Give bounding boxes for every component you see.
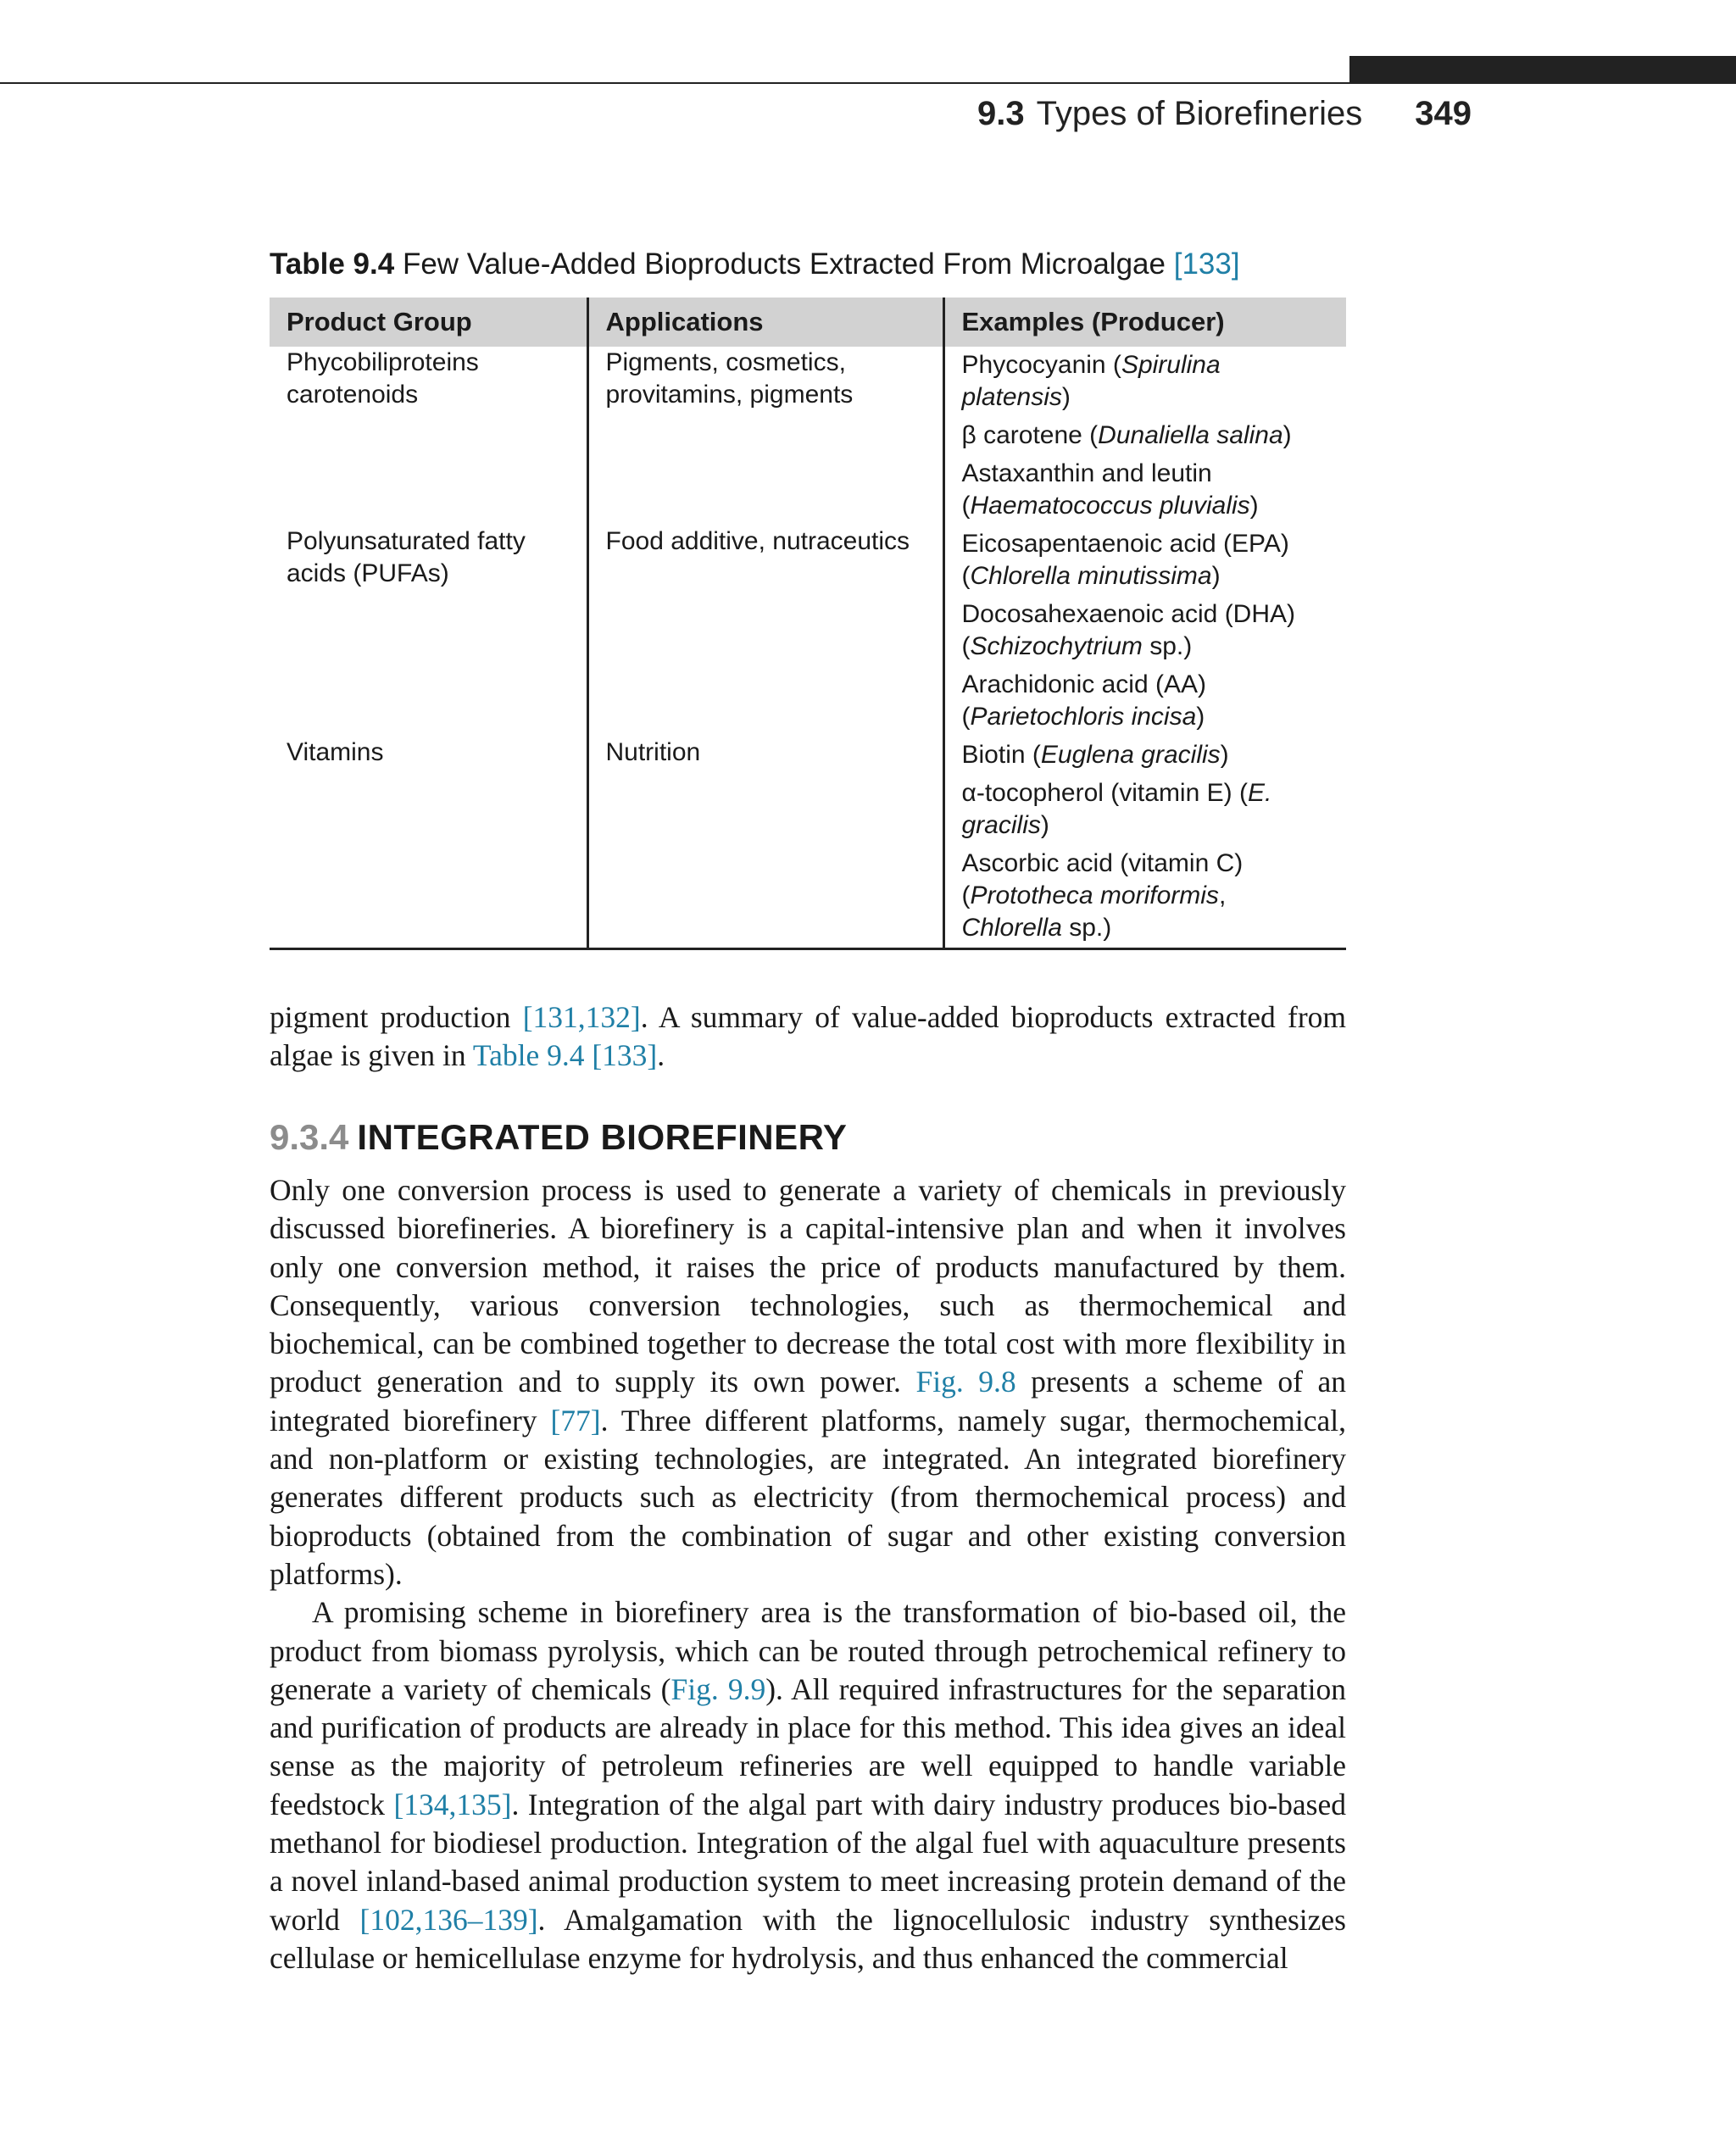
cell-examples (943, 526, 1346, 737)
citation-link[interactable]: [102,136–139] (359, 1902, 538, 1937)
cell-applications: Nutrition (587, 737, 943, 949)
running-head-section-title: Types of Biorefineries (1036, 95, 1363, 132)
cell-product-group: Polyunsaturated fatty acids (PUFAs) (287, 527, 526, 587)
section-title: INTEGRATED BIOREFINERY (357, 1117, 848, 1157)
table-caption-text: Few Value-Added Bioproducts Extracted From Microalgae (402, 247, 1166, 281)
example-entry: α-tocopherol (vitamin E) (E. gracilis) (961, 779, 1272, 839)
table-label: Table 9.4 (270, 247, 395, 281)
table-row (270, 737, 1346, 949)
section-heading (270, 1117, 847, 1158)
cell-applications: Food additive, nutraceutics (587, 526, 943, 737)
figure-reference-link[interactable]: Fig. 9.8 (915, 1365, 1016, 1399)
table-caption (270, 247, 1240, 281)
page-number: 349 (1415, 95, 1472, 132)
cell-examples (943, 347, 1346, 526)
table-caption-ref[interactable]: [133] (1173, 247, 1240, 281)
table-reference-link[interactable]: Table 9.4 [133] (472, 1038, 658, 1073)
example-entry: Biotin (Euglena gracilis) (961, 741, 1229, 769)
column-header-product-group: Product Group (270, 298, 587, 347)
example-entry: Astaxanthin and leutin (Haematococcus pluvialis) (961, 459, 1259, 520)
running-head (977, 95, 1472, 133)
cell-product-group: Phycobiliproteins carotenoids (287, 348, 479, 409)
header-bar (1349, 56, 1736, 84)
example-entry: Docosahexaenoic acid (DHA) (Schizochytrium sp.) (961, 600, 1296, 660)
figure-reference-link[interactable]: Fig. 9.9 (670, 1671, 766, 1706)
example-entry: Arachidonic acid (AA) (Parietochloris incisa) (961, 670, 1206, 731)
section-number: 9.3.4 (270, 1117, 349, 1157)
paragraph: A promising scheme in biorefinery area is the transformation of bio-based oil, the product from biomass pyrolysis, which can be routed through petrochemical refinery to generate a variety of chemicals (Fig. 9.9). All required infrastructures for the separation and purification of products are already in place for this method. This idea gives an ideal sense as the majority of petroleum refineries are well equipped to handle variable feedstock [134,135]. Integration of the algal part with dairy industry produces bio-based methanol for biodiesel production. Integration of the algal fuel with aquaculture presents a novel inland-based animal production system to meet increasing protein demand of the world [102,136–139]. Amalgamation with the lignocellulosic industry synthesizes cellulase or hemicellulase enzyme for hydrolysis, and thus enhanced the commercial (270, 1595, 1347, 1975)
citation-link[interactable]: [134,135] (393, 1787, 512, 1821)
table-row (270, 347, 1346, 526)
example-entry: Phycocyanin (Spirulina platensis) (961, 351, 1221, 411)
cell-applications: Pigments, cosmetics, provitamins, pigments (587, 347, 943, 526)
example-entry: Ascorbic acid (vitamin C) (Prototheca moriformis, Chlorella sp.) (961, 849, 1244, 942)
citation-link[interactable]: [77] (550, 1403, 601, 1438)
intro-paragraph: pigment production [131,132]. A summary of value-added bioproducts extracted from algae is given in Table 9.4 [133]. (270, 1000, 1347, 1073)
column-header-examples: Examples (Producer) (943, 298, 1346, 347)
example-entry: Eicosapentaenoic acid (EPA) (Chlorella minutissima) (961, 530, 1289, 590)
running-head-section-number: 9.3 (977, 95, 1025, 132)
column-header-applications: Applications (587, 298, 943, 347)
cell-product-group: Vitamins (287, 738, 384, 766)
table-row (270, 526, 1346, 737)
paragraph: Only one conversion process is used to generate a variety of chemicals in previously discussed biorefineries. A biorefinery is a capital-intensive plan and when it involves only one conversion method, it raises the price of products manufactured by them. Consequently, various conversion technologies, such as thermochemical and biochemical, can be combined together to decrease the total cost with more flexibility in product generation and to supply its own power. Fig. 9.8 presents a scheme of an integrated biorefinery [77]. Three different platforms, namely sugar, thermochemical, and non-platform or existing technologies, are integrated. An integrated biorefinery generates different products such as electricity (from thermochemical process) and bioproducts (obtained from the combination of sugar and other existing conversion platforms). (270, 1173, 1346, 1591)
cell-examples (943, 737, 1346, 949)
table-header-row (270, 298, 1346, 347)
citation-link[interactable]: [131,132] (522, 1000, 641, 1034)
bioproducts-table (270, 298, 1346, 950)
example-entry: β carotene (Dunaliella salina) (961, 421, 1292, 449)
section-body (270, 1171, 1346, 1977)
